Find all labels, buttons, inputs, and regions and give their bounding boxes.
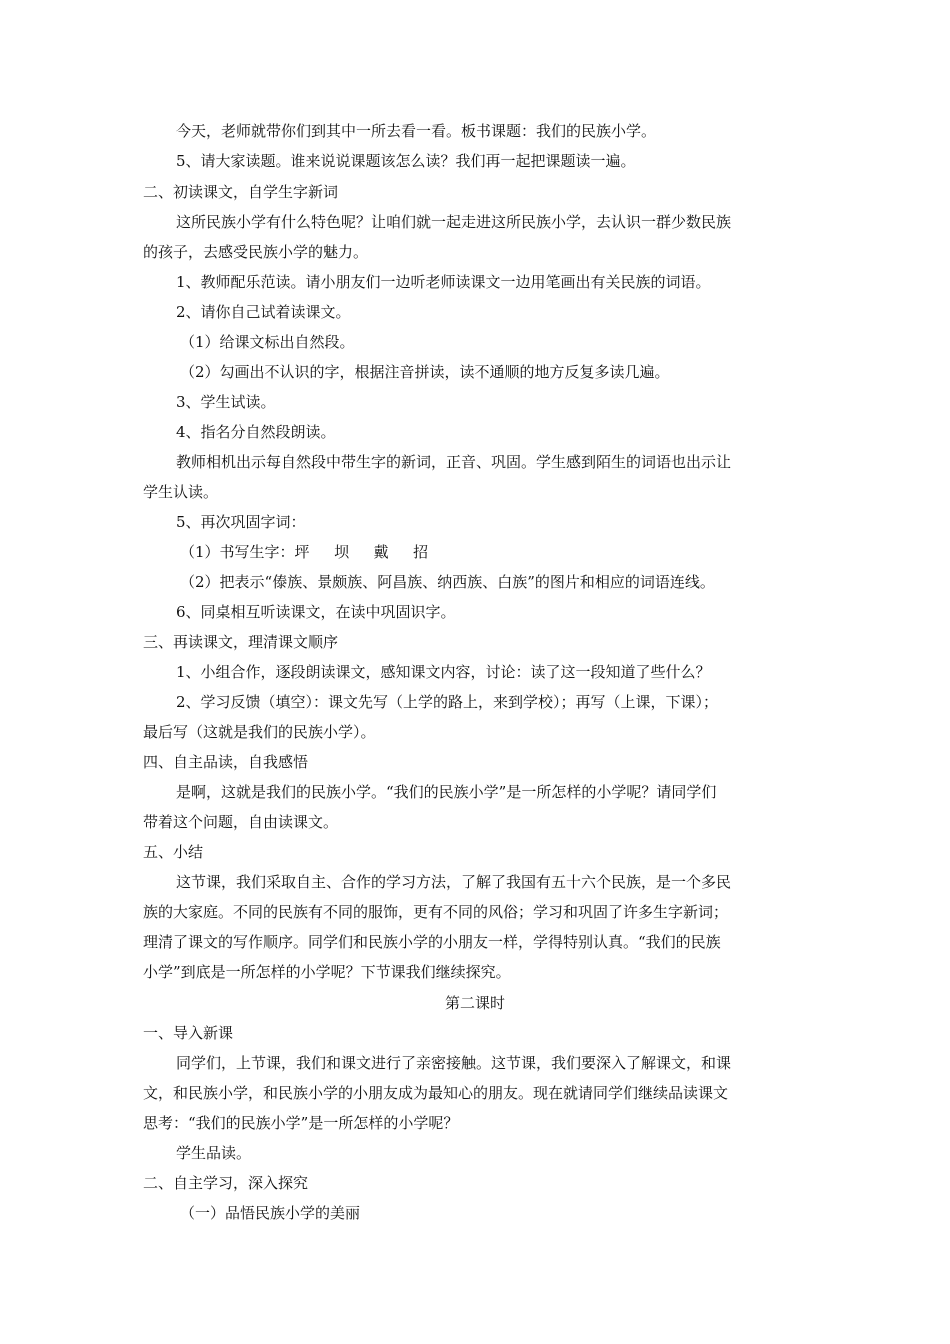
- list-item: 5、请大家读题。谁来说说课题该怎么读？我们再一起把课题读一遍。: [176, 152, 636, 170]
- section-heading: 三、再读课文，理清课文顺序: [143, 633, 339, 651]
- list-item: 2、学习反馈（填空）：课文先写（上学的路上，来到学校）；再写（上课，下课）；: [176, 693, 719, 711]
- paragraph-line: 思考：“我们的民族小学”是一所怎样的小学呢？: [143, 1114, 459, 1132]
- paragraph-line: 族的大家庭。不同的民族有不同的服饰，更有不同的风俗；学习和巩固了许多生字新词；: [143, 903, 729, 921]
- list-item: 2、请你自己试着读课文。: [176, 303, 351, 321]
- section-heading: 二、自主学习，深入探究: [143, 1174, 309, 1192]
- section-heading: 一、导入新课: [143, 1024, 234, 1042]
- section-heading: 二、初读课文，自学生字新词: [143, 183, 339, 201]
- paragraph-line: 的孩子，去感受民族小学的魅力。: [143, 243, 369, 261]
- paragraph-line: 理清了课文的写作顺序。同学们和民族小学的小朋友一样，学得特别认真。“我们的民族: [143, 933, 721, 951]
- paragraph-line: 学生认读。: [143, 483, 219, 501]
- list-item: 1、小组合作，逐段朗读课文，感知课文内容，讨论：读了这一段知道了些什么？: [176, 663, 711, 681]
- paragraph-line: 最后写（这就是我们的民族小学）。: [143, 723, 376, 741]
- paragraph-line: 这节课，我们采取自主、合作的学习方法，了解了我国有五十六个民族，是一个多民: [176, 873, 732, 891]
- paragraph-line: 同学们，上节课，我们和课文进行了亲密接触。这节课，我们要深入了解课文，和课: [176, 1054, 732, 1072]
- list-item: 5、再次巩固字词：: [176, 513, 306, 531]
- sub-section-heading: （一）品悟民族小学的美丽: [180, 1204, 361, 1222]
- paragraph-line: 小学”到底是一所怎样的小学呢？下节课我们继续探究。: [143, 963, 511, 981]
- paragraph-line: 是啊，这就是我们的民族小学。“我们的民族小学”是一所怎样的小学呢？请同学们: [176, 783, 717, 801]
- paragraph-line: 文，和民族小学，和民族小学的小朋友成为最知心的朋友。现在就请同学们继续品读课文: [143, 1084, 729, 1102]
- list-item: 6、同桌相互听读课文，在读中巩固识字。: [176, 603, 456, 621]
- paragraph-line: 教师相机出示每自然段中带生字的新词，正音、巩固。学生感到陌生的词语也出示让: [176, 453, 732, 471]
- sub-list-item: （1）书写生字：坪 坝 戴 招: [180, 543, 429, 561]
- sub-list-item: （2）勾画出不认识的字，根据注音拼读，读不通顺的地方反复多读几遍。: [180, 363, 670, 381]
- lesson-title: 第二课时: [444, 994, 505, 1012]
- paragraph-line: 今天，老师就带你们到其中一所去看一看。板书课题：我们的民族小学。: [176, 122, 657, 140]
- list-item: 3、学生试读。: [176, 393, 276, 411]
- paragraph-line: 学生品读。: [176, 1144, 252, 1162]
- section-heading: 四、自主品读，自我感悟: [143, 753, 309, 771]
- paragraph-line: 带着这个问题，自由读课文。: [143, 813, 339, 831]
- list-item: 1、教师配乐范读。请小朋友们一边听老师读课文一边用笔画出有关民族的词语。: [176, 273, 711, 291]
- sub-list-item: （2）把表示“傣族、景颇族、阿昌族、纳西族、白族”的图片和相应的词语连线。: [180, 573, 715, 591]
- list-item: 4、指名分自然段朗读。: [176, 423, 336, 441]
- sub-list-item: （1）给课文标出自然段。: [180, 333, 355, 351]
- paragraph-line: 这所民族小学有什么特色呢？让咱们就一起走进这所民族小学，去认识一群少数民族: [176, 213, 732, 231]
- section-heading: 五、小结: [143, 843, 204, 861]
